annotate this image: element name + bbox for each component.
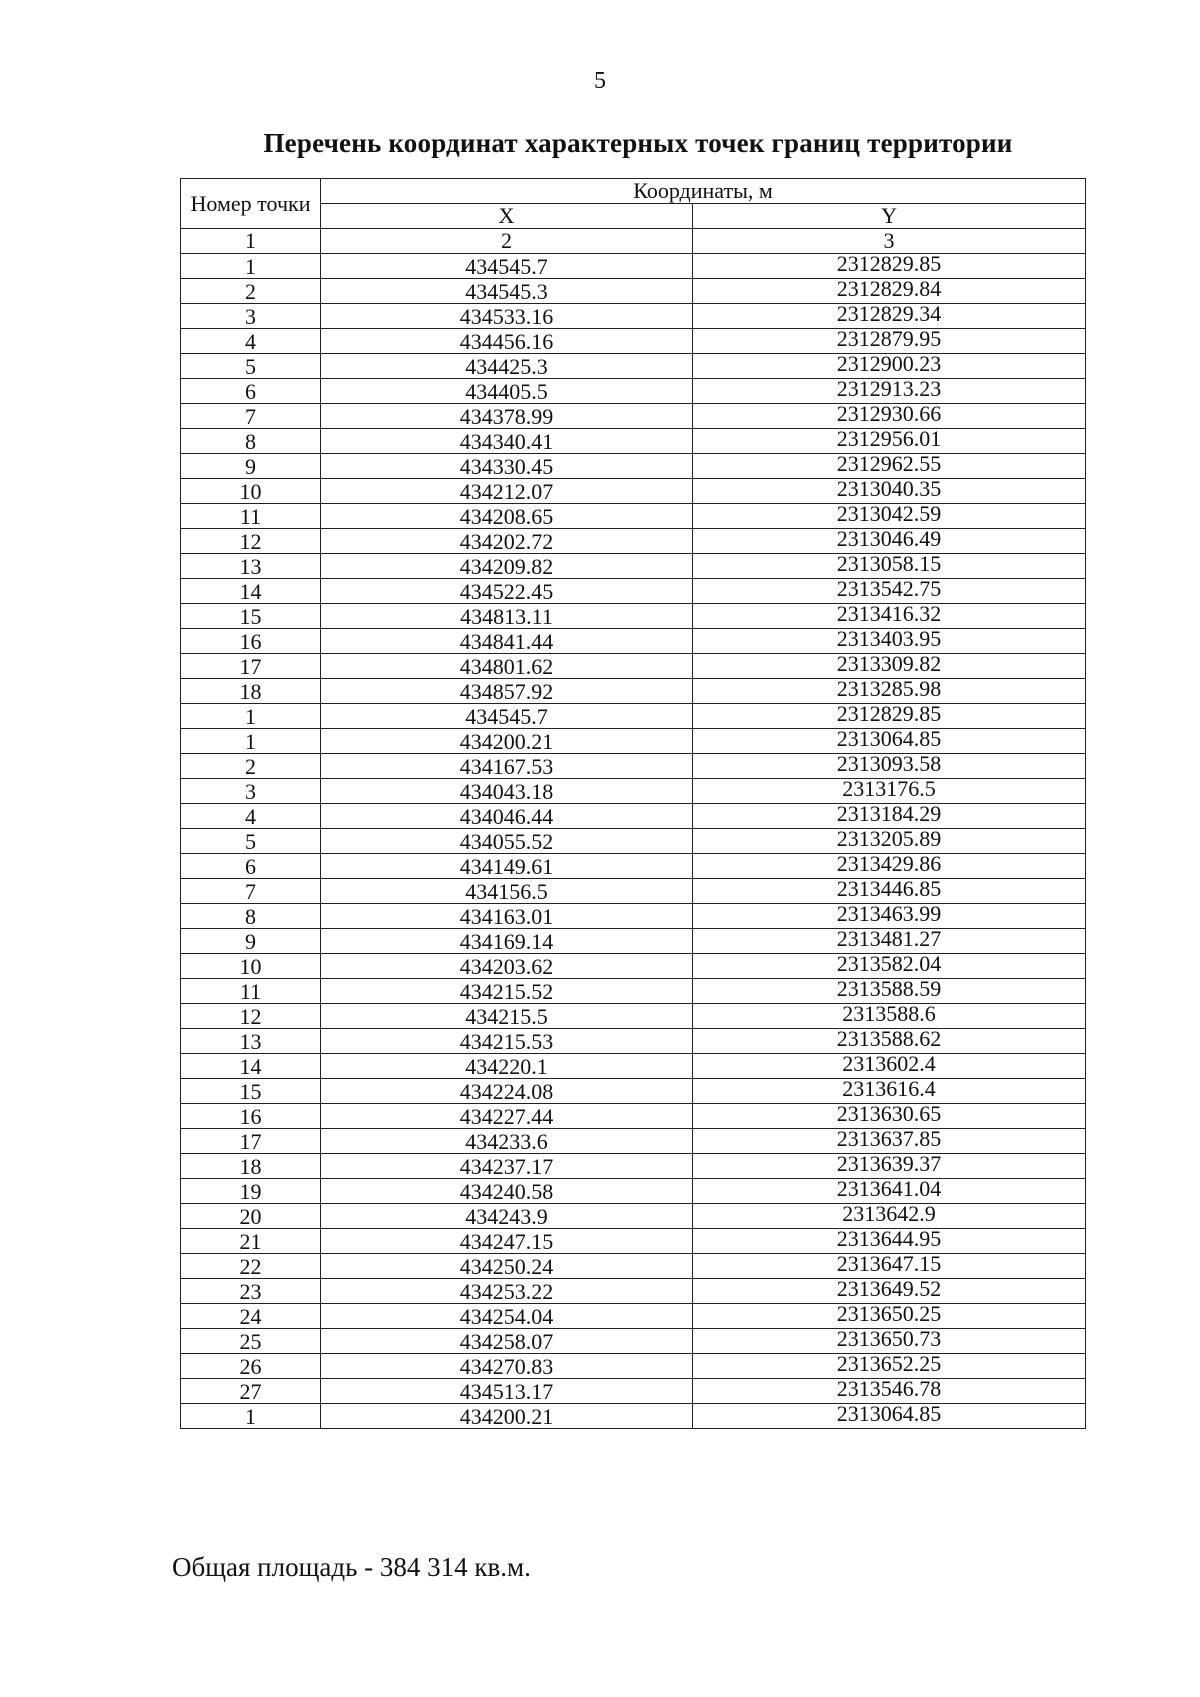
- y-coordinate-cell: 2313546.78: [693, 1379, 1086, 1404]
- point-number-cell: 16: [181, 629, 321, 654]
- x-coordinate-cell: 434243.9: [321, 1204, 693, 1229]
- point-number-cell: 1: [181, 254, 321, 279]
- table-row: [181, 254, 1086, 279]
- y-coordinate-cell: 2313093.58: [693, 754, 1086, 779]
- point-number-cell: 4: [181, 329, 321, 354]
- x-coordinate-cell: 434533.16: [321, 304, 693, 329]
- y-coordinate-cell: 2313416.32: [693, 604, 1086, 629]
- point-number-cell: 15: [181, 604, 321, 629]
- table-row: [181, 354, 1086, 379]
- x-coordinate-cell: 434841.44: [321, 629, 693, 654]
- point-number-cell: 5: [181, 354, 321, 379]
- x-coordinate-cell: 434156.5: [321, 879, 693, 904]
- x-coordinate-cell: 434247.15: [321, 1229, 693, 1254]
- x-coordinate-cell: 434167.53: [321, 754, 693, 779]
- table-row: [181, 654, 1086, 679]
- y-coordinate-cell: 2313588.6: [693, 1004, 1086, 1029]
- x-coordinate-cell: 434801.62: [321, 654, 693, 679]
- table-row: [181, 829, 1086, 854]
- table-row: [181, 304, 1086, 329]
- point-number-cell: 1: [181, 1404, 321, 1429]
- y-coordinate-cell: 2313046.49: [693, 529, 1086, 554]
- table-row: [181, 579, 1086, 604]
- y-coordinate-cell: 2313652.25: [693, 1354, 1086, 1379]
- x-coordinate-cell: 434200.21: [321, 1404, 693, 1429]
- y-coordinate-cell: 2312829.85: [693, 704, 1086, 729]
- table-row: [181, 729, 1086, 754]
- x-coordinate-cell: 434149.61: [321, 854, 693, 879]
- x-coordinate-cell: 434857.92: [321, 679, 693, 704]
- y-coordinate-cell: 2313446.85: [693, 879, 1086, 904]
- point-number-cell: 22: [181, 1254, 321, 1279]
- point-number-cell: 2: [181, 279, 321, 304]
- page-number: 5: [594, 68, 606, 94]
- table-row: [181, 454, 1086, 479]
- point-number-cell: 11: [181, 979, 321, 1004]
- point-number-header: Номер точки: [181, 179, 321, 229]
- x-coordinate-cell: 434233.6: [321, 1129, 693, 1154]
- y-coordinate-cell: 2313042.59: [693, 504, 1086, 529]
- table-row: [181, 904, 1086, 929]
- table-row: [181, 1154, 1086, 1179]
- point-number-cell: 20: [181, 1204, 321, 1229]
- y-coordinate-cell: 2312879.95: [693, 329, 1086, 354]
- y-coordinate-cell: 2313285.98: [693, 679, 1086, 704]
- x-coordinate-cell: 434405.5: [321, 379, 693, 404]
- y-coordinate-cell: 2312829.34: [693, 304, 1086, 329]
- y-coordinate-cell: 2312930.66: [693, 404, 1086, 429]
- table-row: [181, 379, 1086, 404]
- point-number-cell: 14: [181, 579, 321, 604]
- x-coordinate-cell: 434813.11: [321, 604, 693, 629]
- point-number-cell: 10: [181, 954, 321, 979]
- table-row: [181, 1129, 1086, 1154]
- y-coordinate-cell: 2313542.75: [693, 579, 1086, 604]
- coordinates-header: Координаты, м: [321, 179, 1086, 204]
- y-coordinate-cell: 2312829.85: [693, 254, 1086, 279]
- point-number-cell: 5: [181, 829, 321, 854]
- x-coordinate-cell: 434215.5: [321, 1004, 693, 1029]
- y-coordinate-cell: 2313309.82: [693, 654, 1086, 679]
- document-title: Перечень координат характерных точек границ территории: [263, 128, 1013, 158]
- table-row: [181, 529, 1086, 554]
- x-coordinate-cell: 434220.1: [321, 1054, 693, 1079]
- point-number-cell: 13: [181, 1029, 321, 1054]
- table-row: [181, 429, 1086, 454]
- y-coordinate-cell: 2313429.86: [693, 854, 1086, 879]
- y-coordinate-cell: 2313058.15: [693, 554, 1086, 579]
- table-row: [181, 329, 1086, 354]
- point-number-cell: 25: [181, 1329, 321, 1354]
- x-coordinate-cell: 434237.17: [321, 1154, 693, 1179]
- point-number-cell: 13: [181, 554, 321, 579]
- x-coordinate-cell: 434254.04: [321, 1304, 693, 1329]
- table-row: [181, 1029, 1086, 1054]
- x-coordinate-cell: 434227.44: [321, 1104, 693, 1129]
- y-coordinate-cell: 2313582.04: [693, 954, 1086, 979]
- y-coordinate-cell: 2313637.85: [693, 1129, 1086, 1154]
- point-number-cell: 14: [181, 1054, 321, 1079]
- table-row: [181, 1279, 1086, 1304]
- point-number-cell: 17: [181, 654, 321, 679]
- y-coordinate-cell: 2313630.65: [693, 1104, 1086, 1129]
- x-coordinate-cell: 434253.22: [321, 1279, 693, 1304]
- x-coordinate-cell: 434545.7: [321, 704, 693, 729]
- x-coordinate-cell: 434209.82: [321, 554, 693, 579]
- x-coordinate-cell: 434330.45: [321, 454, 693, 479]
- table-row: [181, 929, 1086, 954]
- point-number-cell: 18: [181, 679, 321, 704]
- y-coordinate-cell: 2313588.62: [693, 1029, 1086, 1054]
- point-number-cell: 10: [181, 479, 321, 504]
- table-row: [181, 879, 1086, 904]
- x-coordinate-cell: 434340.41: [321, 429, 693, 454]
- x-coordinate-cell: 434224.08: [321, 1079, 693, 1104]
- point-number-cell: 15: [181, 1079, 321, 1104]
- x-coordinate-cell: 434270.83: [321, 1354, 693, 1379]
- x-header: X: [321, 204, 693, 229]
- table-row: [181, 1304, 1086, 1329]
- point-number-cell: 18: [181, 1154, 321, 1179]
- y-coordinate-cell: 2313650.73: [693, 1329, 1086, 1354]
- point-number-cell: 12: [181, 529, 321, 554]
- point-number-cell: 16: [181, 1104, 321, 1129]
- point-number-cell: 1: [181, 704, 321, 729]
- table-row: [181, 1254, 1086, 1279]
- x-coordinate-cell: 434215.53: [321, 1029, 693, 1054]
- point-number-cell: 8: [181, 904, 321, 929]
- y-coordinate-cell: 2313064.85: [693, 729, 1086, 754]
- table-row: [181, 754, 1086, 779]
- y-coordinate-cell: 2313205.89: [693, 829, 1086, 854]
- y-coordinate-cell: 2313176.5: [693, 779, 1086, 804]
- point-number-cell: 17: [181, 1129, 321, 1154]
- point-number-cell: 3: [181, 304, 321, 329]
- x-coordinate-cell: 434240.58: [321, 1179, 693, 1204]
- point-number-cell: 23: [181, 1279, 321, 1304]
- point-number-cell: 7: [181, 404, 321, 429]
- x-coordinate-cell: 434545.3: [321, 279, 693, 304]
- table-row: [181, 404, 1086, 429]
- point-number-cell: 6: [181, 379, 321, 404]
- y-coordinate-cell: 2313403.95: [693, 629, 1086, 654]
- y-coordinate-cell: 2313184.29: [693, 804, 1086, 829]
- x-coordinate-cell: 434258.07: [321, 1329, 693, 1354]
- y-coordinate-cell: 2313481.27: [693, 929, 1086, 954]
- total-area: Общая площадь - 384 314 кв.м.: [172, 1552, 531, 1582]
- coordinates-table: [180, 178, 1086, 1429]
- x-coordinate-cell: 434425.3: [321, 354, 693, 379]
- y-coordinate-cell: 2313040.35: [693, 479, 1086, 504]
- column-number-1: 1: [181, 229, 321, 254]
- table-row: [181, 1354, 1086, 1379]
- point-number-cell: 9: [181, 929, 321, 954]
- x-coordinate-cell: 434055.52: [321, 829, 693, 854]
- table-row: [181, 979, 1086, 1004]
- table-row: [181, 1229, 1086, 1254]
- x-coordinate-cell: 434250.24: [321, 1254, 693, 1279]
- y-coordinate-cell: 2312956.01: [693, 429, 1086, 454]
- point-number-cell: 24: [181, 1304, 321, 1329]
- table-row: [181, 704, 1086, 729]
- point-number-cell: 4: [181, 804, 321, 829]
- column-number-3: 3: [693, 229, 1086, 254]
- x-coordinate-cell: 434163.01: [321, 904, 693, 929]
- column-numbers-row: [181, 229, 1086, 254]
- y-coordinate-cell: 2313650.25: [693, 1304, 1086, 1329]
- coordinates-table-body: [181, 254, 1086, 1429]
- point-number-cell: 2: [181, 754, 321, 779]
- x-coordinate-cell: 434202.72: [321, 529, 693, 554]
- table-row: [181, 1204, 1086, 1229]
- table-row: [181, 279, 1086, 304]
- table-row: [181, 1379, 1086, 1404]
- point-number-cell: 3: [181, 779, 321, 804]
- y-coordinate-cell: 2312962.55: [693, 454, 1086, 479]
- x-coordinate-cell: 434215.52: [321, 979, 693, 1004]
- x-coordinate-cell: 434203.62: [321, 954, 693, 979]
- point-number-cell: 7: [181, 879, 321, 904]
- table-row: [181, 1079, 1086, 1104]
- table-row: [181, 804, 1086, 829]
- column-number-2: 2: [321, 229, 693, 254]
- table-row: [181, 679, 1086, 704]
- table-row: [181, 1404, 1086, 1429]
- y-coordinate-cell: 2313463.99: [693, 904, 1086, 929]
- table-row: [181, 1329, 1086, 1354]
- y-coordinate-cell: 2313649.52: [693, 1279, 1086, 1304]
- point-number-cell: 11: [181, 504, 321, 529]
- x-coordinate-cell: 434043.18: [321, 779, 693, 804]
- y-coordinate-cell: 2313639.37: [693, 1154, 1086, 1179]
- x-coordinate-cell: 434456.16: [321, 329, 693, 354]
- table-row: [181, 1054, 1086, 1079]
- table-row: [181, 1179, 1086, 1204]
- x-coordinate-cell: 434200.21: [321, 729, 693, 754]
- y-coordinate-cell: 2313064.85: [693, 1404, 1086, 1429]
- point-number-cell: 26: [181, 1354, 321, 1379]
- y-coordinate-cell: 2313642.9: [693, 1204, 1086, 1229]
- table-row: [181, 779, 1086, 804]
- point-number-cell: 6: [181, 854, 321, 879]
- point-number-cell: 19: [181, 1179, 321, 1204]
- table-header-row: [181, 179, 1086, 204]
- y-header: Y: [693, 204, 1086, 229]
- y-coordinate-cell: 2313616.4: [693, 1079, 1086, 1104]
- x-coordinate-cell: 434513.17: [321, 1379, 693, 1404]
- y-coordinate-cell: 2312913.23: [693, 379, 1086, 404]
- x-coordinate-cell: 434522.45: [321, 579, 693, 604]
- y-coordinate-cell: 2312829.84: [693, 279, 1086, 304]
- y-coordinate-cell: 2312900.23: [693, 354, 1086, 379]
- table-row: [181, 504, 1086, 529]
- point-number-cell: 27: [181, 1379, 321, 1404]
- table-row: [181, 479, 1086, 504]
- table-row: [181, 1004, 1086, 1029]
- x-coordinate-cell: 434212.07: [321, 479, 693, 504]
- x-coordinate-cell: 434378.99: [321, 404, 693, 429]
- y-coordinate-cell: 2313647.15: [693, 1254, 1086, 1279]
- table-row: [181, 954, 1086, 979]
- point-number-cell: 21: [181, 1229, 321, 1254]
- point-number-cell: 1: [181, 729, 321, 754]
- table-row: [181, 554, 1086, 579]
- x-coordinate-cell: 434208.65: [321, 504, 693, 529]
- point-number-cell: 9: [181, 454, 321, 479]
- y-coordinate-cell: 2313641.04: [693, 1179, 1086, 1204]
- x-coordinate-cell: 434046.44: [321, 804, 693, 829]
- table-row: [181, 854, 1086, 879]
- y-coordinate-cell: 2313644.95: [693, 1229, 1086, 1254]
- point-number-cell: 12: [181, 1004, 321, 1029]
- y-coordinate-cell: 2313588.59: [693, 979, 1086, 1004]
- table-row: [181, 604, 1086, 629]
- y-coordinate-cell: 2313602.4: [693, 1054, 1086, 1079]
- x-coordinate-cell: 434169.14: [321, 929, 693, 954]
- x-coordinate-cell: 434545.7: [321, 254, 693, 279]
- table-row: [181, 1104, 1086, 1129]
- point-number-cell: 8: [181, 429, 321, 454]
- table-row: [181, 629, 1086, 654]
